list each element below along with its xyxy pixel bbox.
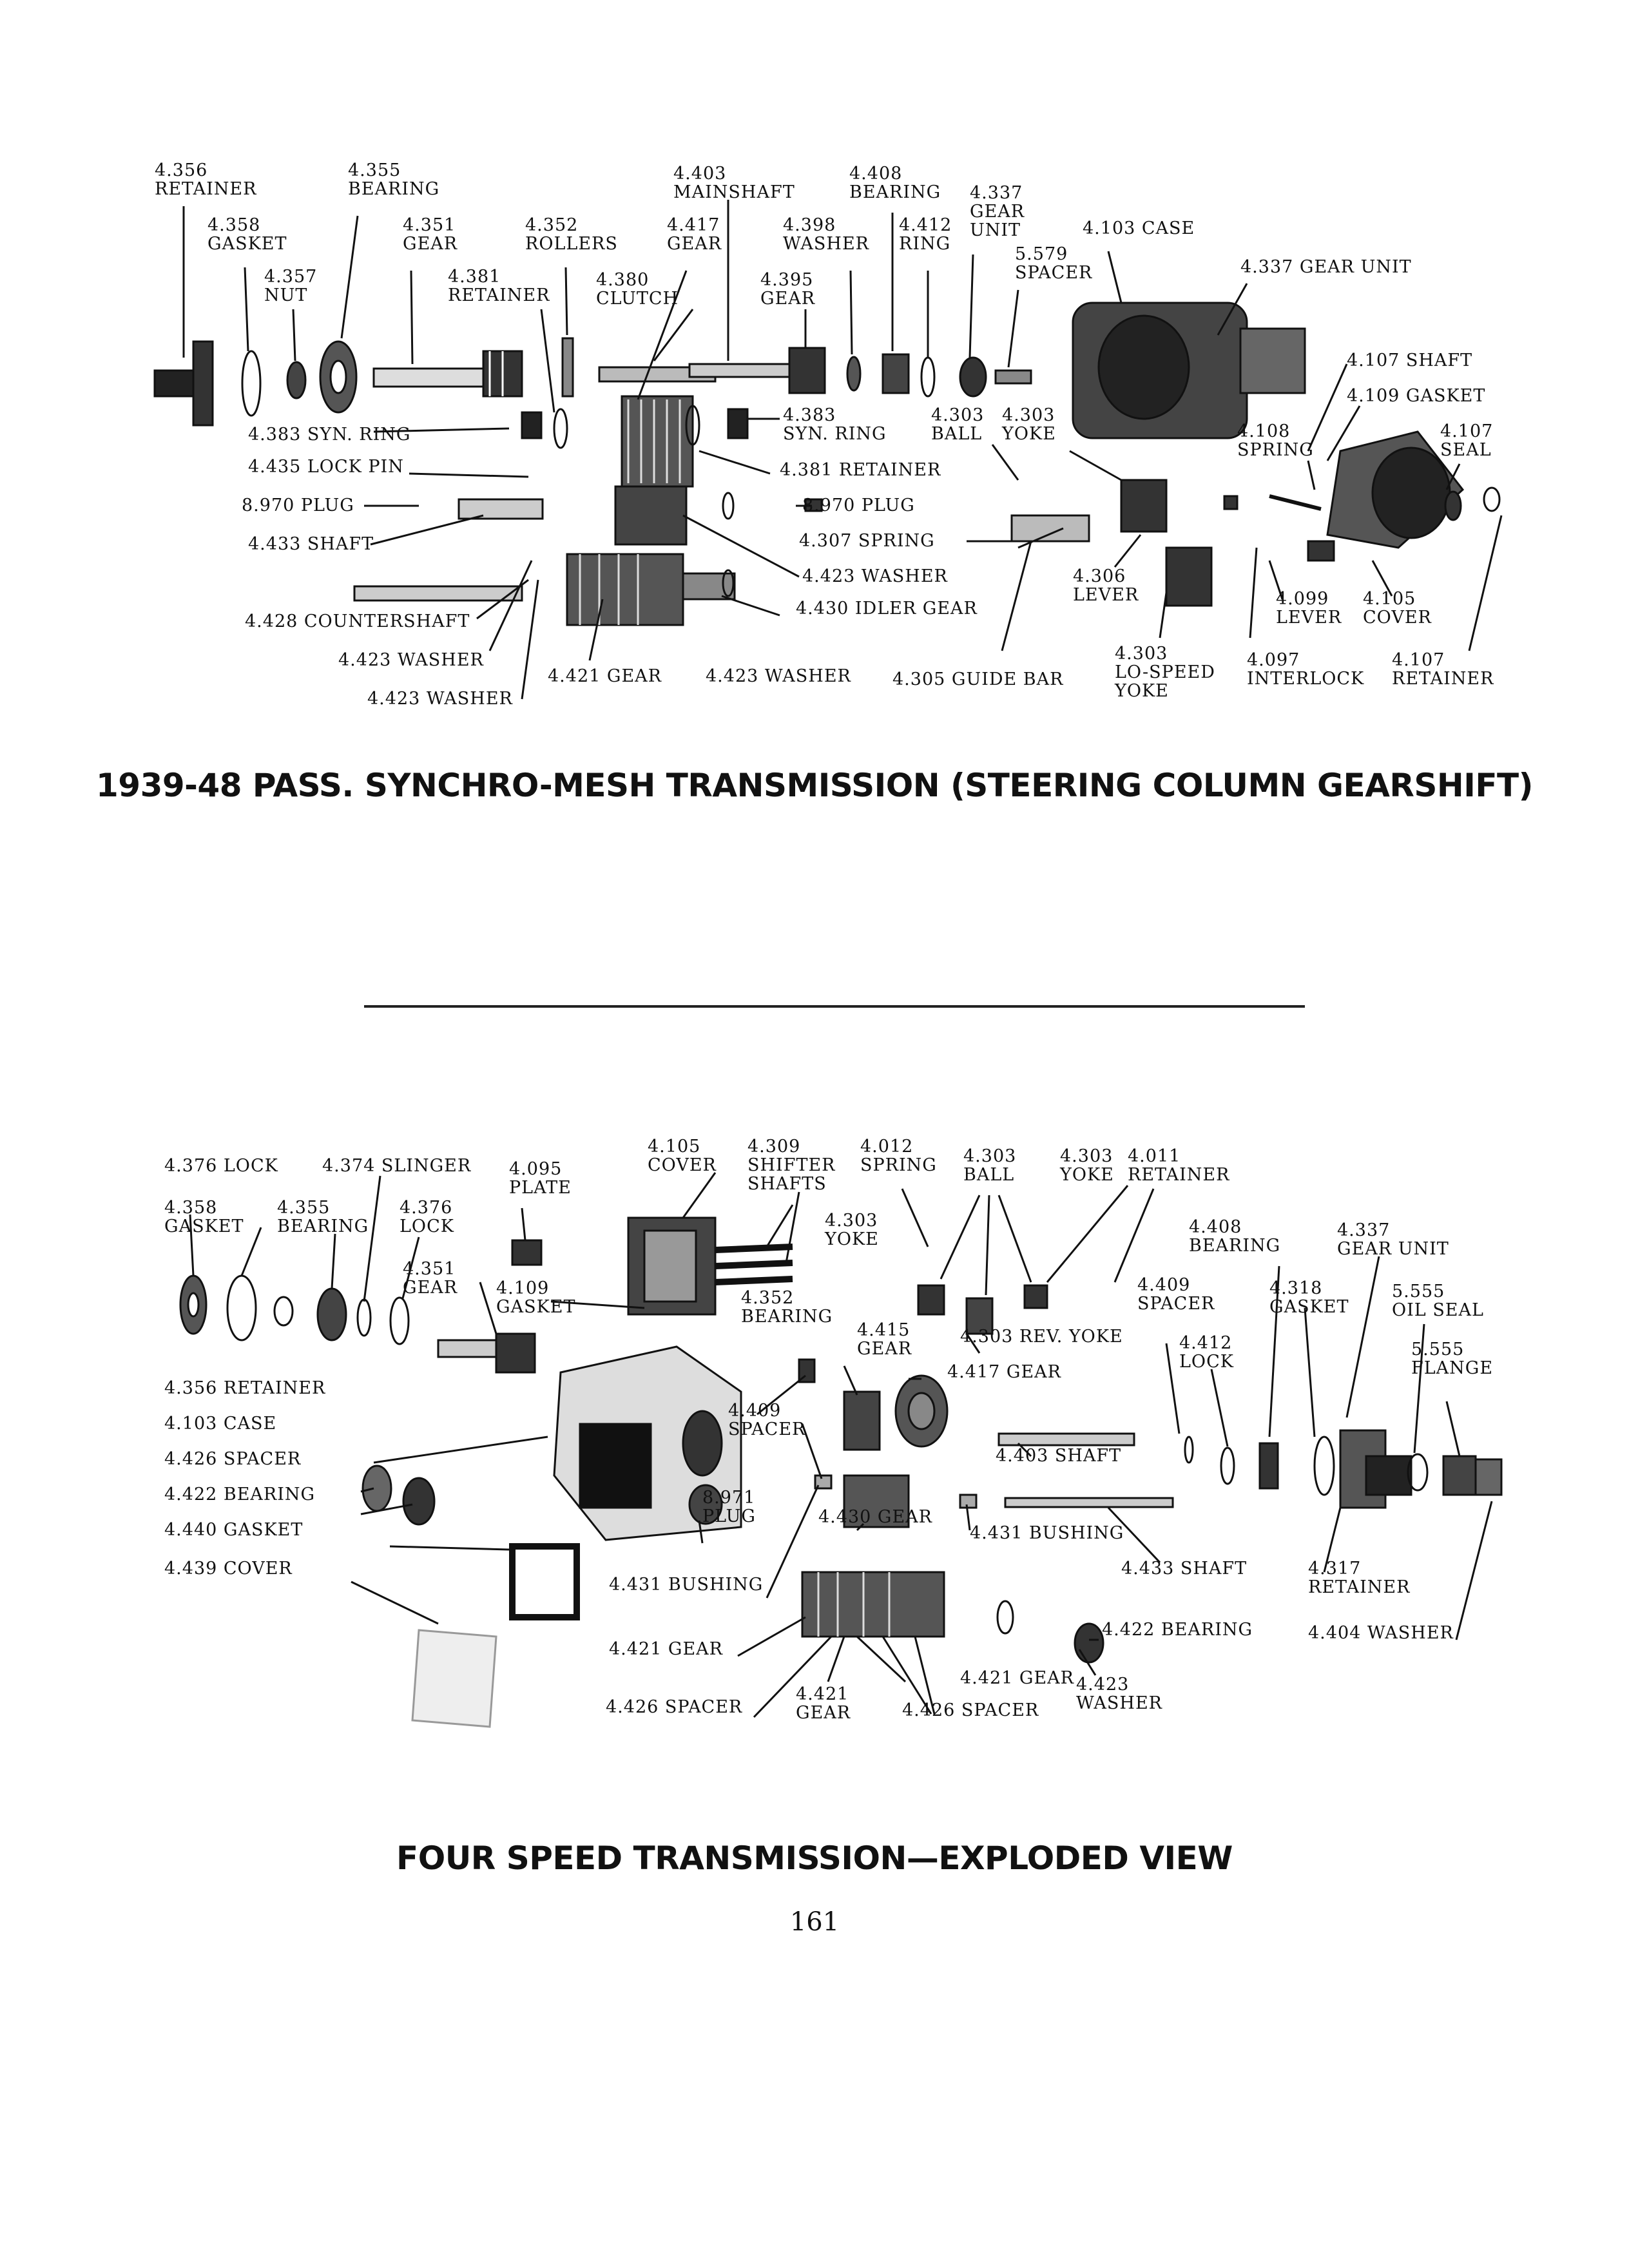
- bottom-callout-4-422: [1102, 1620, 1253, 1639]
- callout-line: 4.412: [899, 215, 952, 235]
- bottom-callout-4-358: [164, 1198, 244, 1236]
- top-callout-4-307: [799, 532, 935, 550]
- callout-line: PLUG: [702, 1506, 756, 1526]
- callout-line: SHIFTER: [747, 1155, 836, 1175]
- callout-line: 4.351: [403, 1259, 456, 1279]
- bottom-callout-4-421: [960, 1669, 1074, 1687]
- callout-line: 4.398: [783, 215, 836, 235]
- callout-line: 4.381 RETAINER: [780, 460, 941, 480]
- callout-line: MAINSHAFT: [673, 182, 795, 202]
- callout-line: 4.303: [1115, 644, 1168, 664]
- callout-line: 4.433 SHAFT: [1121, 1559, 1248, 1579]
- top-callout-4-107: [1440, 422, 1493, 459]
- callout-line: PLATE: [509, 1178, 572, 1198]
- top-callout-4-421: [548, 667, 662, 686]
- top-callout-4-358: [207, 216, 287, 253]
- callout-line: 4.337: [970, 183, 1023, 203]
- bottom-callout-4-351: [403, 1260, 458, 1297]
- top-callout-4-108: [1237, 422, 1314, 459]
- callout-line: BEARING: [1189, 1236, 1281, 1256]
- top-callout-8-970: [802, 496, 915, 515]
- bottom-callout-4-422: [164, 1485, 315, 1504]
- callout-line: 4.303: [1060, 1146, 1113, 1166]
- callout-line: 4.095: [509, 1159, 563, 1179]
- callout-line: 4.440 GASKET: [164, 1520, 304, 1540]
- callout-line: 4.417 GEAR: [947, 1362, 1061, 1382]
- callout-line: 4.305 GUIDE BAR: [892, 669, 1064, 689]
- top-callout-4-099: [1276, 590, 1342, 627]
- callout-line: 4.358: [164, 1198, 218, 1218]
- bottom-callout-4-440: [164, 1521, 303, 1539]
- callout-line: YOKE: [1115, 681, 1169, 701]
- top-callout-5-579: [1015, 245, 1092, 282]
- bottom-callout-4-423: [1076, 1675, 1162, 1713]
- bottom-callout-4-409: [1137, 1276, 1215, 1313]
- callout-line: 5.579: [1015, 244, 1068, 264]
- top-callout-4-109: [1347, 387, 1485, 405]
- callout-line: 4.421 GEAR: [960, 1668, 1074, 1688]
- callout-line: 4.337 GEAR UNIT: [1240, 257, 1412, 277]
- callout-line: 4.376: [400, 1198, 453, 1218]
- top-callout-4-337: [1240, 258, 1412, 276]
- callout-line: 4.352: [741, 1288, 795, 1308]
- bottom-callout-4-109: [496, 1279, 575, 1316]
- top-callout-4-352: [525, 216, 618, 253]
- callout-line: LOCK: [400, 1216, 454, 1236]
- bottom-callout-4-409: [728, 1401, 805, 1439]
- callout-line: 4.309: [747, 1137, 801, 1157]
- callout-line: 4.103 CASE: [1083, 218, 1195, 238]
- top-callout-4-423: [338, 651, 484, 669]
- callout-line: 4.317: [1308, 1559, 1362, 1579]
- callout-line: 4.408: [849, 164, 903, 184]
- callout-line: 4.307 SPRING: [799, 531, 935, 551]
- callout-line: 8.970 PLUG: [242, 495, 354, 515]
- callout-line: 4.423: [1076, 1675, 1130, 1695]
- page-number: 161: [789, 1907, 840, 1937]
- bottom-callout-4-412: [1179, 1334, 1234, 1371]
- callout-line: GEAR: [403, 234, 458, 254]
- bottom-callout-5-555: [1392, 1282, 1484, 1320]
- top-callout-4-305: [892, 670, 1063, 689]
- top-callout-4-355: [348, 161, 439, 198]
- top-callout-4-306: [1073, 567, 1139, 604]
- bottom-callout-4-303: [960, 1327, 1123, 1346]
- callout-line: GASKET: [164, 1216, 244, 1236]
- top-callout-4-383: [248, 425, 410, 444]
- bottom-callout-4-317: [1308, 1559, 1410, 1597]
- callout-line: 8.971: [702, 1488, 756, 1508]
- callout-line: 4.099: [1276, 589, 1329, 609]
- bottom-callout-4-430: [818, 1508, 932, 1526]
- callout-line: RING: [899, 234, 951, 254]
- callout-line: 4.381: [448, 267, 501, 287]
- callout-line: 4.423 WASHER: [706, 666, 851, 686]
- callout-line: 4.422 BEARING: [1102, 1620, 1253, 1640]
- callout-line: CLUTCH: [596, 289, 679, 309]
- callout-line: 4.355: [277, 1198, 331, 1218]
- bottom-callout-4-433: [1121, 1559, 1247, 1578]
- callout-line: 4.403: [673, 164, 727, 184]
- callout-line: WASHER: [1076, 1693, 1162, 1713]
- top-callout-4-423: [802, 567, 948, 586]
- top-callout-4-428: [245, 612, 470, 631]
- callout-line: 4.426 SPACER: [164, 1449, 302, 1469]
- callout-line: FLANGE: [1411, 1358, 1494, 1378]
- top-figure-title: 1939-48 PASS. SYNCHRO-MESH TRANSMISSION (STEERING COLUMN GEARSHIFT): [96, 767, 1533, 804]
- callout-line: 4.409: [728, 1401, 782, 1421]
- callout-line: YOKE: [1060, 1165, 1114, 1185]
- top-callout-8-970: [242, 496, 354, 515]
- callout-line: 4.430 GEAR: [818, 1507, 932, 1527]
- top-callout-4-408: [849, 164, 941, 202]
- bottom-callout-4-421: [609, 1640, 723, 1658]
- callout-line: 5.555: [1411, 1340, 1465, 1360]
- callout-line: 4.109: [496, 1278, 550, 1298]
- callout-line: YOKE: [825, 1229, 879, 1249]
- callout-line: 4.431 BUSHING: [609, 1575, 764, 1595]
- callout-line: RETAINER: [155, 179, 257, 199]
- callout-line: 4.356: [155, 160, 208, 180]
- callout-line: GEAR UNIT: [1337, 1239, 1449, 1259]
- callout-line: 4.105: [1363, 589, 1416, 609]
- top-callout-4-337: [970, 184, 1025, 240]
- callout-line: YOKE: [1002, 424, 1056, 444]
- callout-line: 4.103 CASE: [164, 1414, 277, 1434]
- callout-line: 4.357: [264, 267, 318, 287]
- callout-line: UNIT: [970, 220, 1021, 240]
- callout-line: 4.403 SHAFT: [996, 1446, 1122, 1466]
- bottom-callout-4-095: [509, 1160, 572, 1197]
- callout-line: BEARING: [348, 179, 440, 199]
- callout-line: 4.351: [403, 215, 456, 235]
- bottom-callout-4-421: [796, 1685, 851, 1722]
- callout-line: 4.431 BUSHING: [970, 1523, 1124, 1543]
- callout-line: GEAR: [857, 1339, 912, 1359]
- top-callout-4-107: [1392, 651, 1494, 688]
- callout-line: 4.303: [963, 1146, 1017, 1166]
- top-callout-4-357: [264, 267, 317, 305]
- callout-line: LEVER: [1073, 585, 1139, 605]
- callout-line: BALL: [963, 1165, 1015, 1185]
- callout-line: 8.970 PLUG: [802, 495, 915, 515]
- callout-line: 4.426 SPACER: [902, 1700, 1039, 1720]
- callout-line: GEAR: [403, 1278, 458, 1298]
- callout-line: 4.395: [760, 270, 814, 290]
- callout-line: SEAL: [1440, 440, 1492, 460]
- bottom-callout-4-431: [609, 1575, 763, 1594]
- callout-line: 4.355: [348, 160, 401, 180]
- callout-line: 4.107: [1440, 421, 1494, 441]
- callout-line: RETAINER: [1128, 1165, 1230, 1185]
- callout-line: 4.303: [825, 1211, 878, 1231]
- callout-line: GEAR: [667, 234, 722, 254]
- callout-line: 5.555: [1392, 1282, 1445, 1302]
- callout-line: 4.423 WASHER: [338, 650, 484, 670]
- callout-line: BALL: [931, 424, 983, 444]
- callout-line: 4.408: [1189, 1217, 1242, 1237]
- callout-line: COVER: [648, 1155, 717, 1175]
- callout-line: 4.415: [857, 1320, 911, 1340]
- callout-line: NUT: [264, 285, 308, 305]
- bottom-callout-5-555: [1411, 1340, 1493, 1378]
- bottom-callout-4-011: [1128, 1147, 1229, 1184]
- callout-line: SPACER: [1015, 263, 1093, 283]
- bottom-callout-4-103: [164, 1414, 276, 1433]
- top-callout-4-381: [448, 267, 550, 305]
- top-callout-4-356: [155, 161, 256, 198]
- bottom-callout-4-352: [741, 1289, 833, 1326]
- top-callout-4-097: [1247, 651, 1364, 688]
- callout-line: SPRING: [1237, 440, 1314, 460]
- top-callout-4-303: [1115, 644, 1215, 700]
- bottom-callout-4-403: [996, 1446, 1121, 1465]
- bottom-figure-title: FOUR SPEED TRANSMISSION—EXPLODED VIEW: [396, 1840, 1233, 1877]
- callout-line: 4.439 COVER: [164, 1559, 293, 1579]
- bottom-callout-4-376: [164, 1157, 278, 1175]
- callout-line: 4.306: [1073, 566, 1126, 586]
- callout-line: GASKET: [1269, 1297, 1349, 1317]
- bottom-callout-4-376: [400, 1198, 454, 1236]
- bottom-callout-4-426: [164, 1450, 301, 1468]
- top-callout-4-412: [899, 216, 952, 253]
- callout-line: SPRING: [860, 1155, 937, 1175]
- top-callout-4-430: [796, 599, 978, 618]
- callout-line: 4.109 GASKET: [1347, 386, 1486, 406]
- callout-line: RETAINER: [1308, 1577, 1411, 1597]
- bottom-callout-4-309: [747, 1137, 836, 1193]
- bottom-callout-4-426: [902, 1701, 1039, 1720]
- top-callout-4-381: [780, 461, 941, 479]
- callout-line: 4.318: [1269, 1278, 1323, 1298]
- top-callout-4-351: [403, 216, 458, 253]
- callout-line: 4.412: [1179, 1333, 1233, 1353]
- callout-line: 4.423 WASHER: [802, 566, 948, 586]
- callout-line: GEAR: [970, 202, 1025, 222]
- bottom-callout-4-355: [277, 1198, 369, 1236]
- callout-line: 4.421 GEAR: [548, 666, 662, 686]
- bottom-callout-8-971: [702, 1488, 756, 1526]
- top-callout-4-303: [931, 406, 984, 443]
- callout-line: GASKET: [496, 1297, 576, 1317]
- bottom-callout-4-356: [164, 1379, 325, 1398]
- callout-line: 4.430 IDLER GEAR: [796, 599, 978, 619]
- callout-line: 4.337: [1337, 1220, 1391, 1240]
- callout-line: 4.108: [1237, 421, 1291, 441]
- callout-line: SPACER: [1137, 1294, 1215, 1314]
- top-callout-4-395: [760, 271, 815, 308]
- top-callout-4-105: [1363, 590, 1432, 627]
- bottom-callout-4-374: [322, 1157, 471, 1175]
- callout-line: OIL SEAL: [1392, 1300, 1484, 1320]
- callout-line: GEAR: [760, 289, 816, 309]
- callout-line: 4.417: [667, 215, 720, 235]
- bottom-callout-4-105: [648, 1137, 717, 1175]
- top-callout-4-380: [596, 271, 679, 308]
- callout-line: LOCK: [1179, 1352, 1234, 1372]
- callout-line: SHAFTS: [747, 1174, 827, 1194]
- top-callout-4-423: [367, 689, 513, 708]
- bottom-callout-4-404: [1308, 1624, 1454, 1642]
- top-callout-4-433: [248, 535, 374, 553]
- callout-line: 4.421 GEAR: [609, 1639, 723, 1659]
- callout-line: 4.421: [796, 1684, 849, 1704]
- bottom-callout-4-337: [1337, 1221, 1449, 1258]
- callout-line: BEARING: [849, 182, 941, 202]
- bottom-callout-4-318: [1269, 1279, 1349, 1316]
- callout-line: 4.105: [648, 1137, 701, 1157]
- bottom-callout-4-426: [606, 1698, 742, 1716]
- bottom-callout-4-431: [970, 1524, 1124, 1542]
- top-callout-4-303: [1002, 406, 1056, 443]
- bottom-callout-4-439: [164, 1559, 293, 1578]
- callout-line: WASHER: [783, 234, 869, 254]
- bottom-callout-4-415: [857, 1321, 912, 1358]
- callout-line: 4.358: [207, 215, 261, 235]
- callout-line: 4.433 SHAFT: [248, 534, 374, 554]
- callout-line: 4.374 SLINGER: [322, 1156, 472, 1176]
- callout-line: SPACER: [728, 1419, 806, 1439]
- callout-line: 4.409: [1137, 1275, 1191, 1295]
- callout-line: LEVER: [1276, 608, 1342, 628]
- bottom-callout-4-417: [947, 1363, 1061, 1381]
- callout-line: 4.352: [525, 215, 579, 235]
- callout-line: 4.303: [931, 405, 985, 425]
- callout-line: 4.383: [783, 405, 836, 425]
- bottom-callout-4-303: [825, 1211, 879, 1249]
- callout-line: 4.107 SHAFT: [1347, 351, 1473, 370]
- top-callout-4-417: [667, 216, 722, 253]
- callout-line: 4.356 RETAINER: [164, 1378, 326, 1398]
- bottom-callout-4-012: [860, 1137, 937, 1175]
- callout-line: 4.303: [1002, 405, 1055, 425]
- callout-line: LO-SPEED: [1115, 662, 1215, 682]
- callout-line: 4.107: [1392, 650, 1445, 670]
- callout-line: RETAINER: [1392, 669, 1494, 689]
- callout-line: BEARING: [741, 1307, 833, 1327]
- callout-line: 4.428 COUNTERSHAFT: [245, 611, 470, 631]
- callout-line: ROLLERS: [525, 234, 618, 254]
- callout-line: 4.011: [1128, 1146, 1181, 1166]
- bottom-callout-4-408: [1189, 1218, 1280, 1255]
- callout-line: 4.012: [860, 1137, 914, 1157]
- callout-line: 4.097: [1247, 650, 1300, 670]
- top-callout-4-435: [248, 457, 404, 476]
- callout-line: 4.303 REV. YOKE: [960, 1327, 1123, 1347]
- callout-line: 4.435 LOCK PIN: [248, 457, 404, 477]
- callout-line: SYN. RING: [783, 424, 887, 444]
- callout-line: 4.380: [596, 270, 650, 290]
- top-callout-4-398: [783, 216, 869, 253]
- callout-line: INTERLOCK: [1247, 669, 1365, 689]
- bottom-callout-4-303: [963, 1147, 1016, 1184]
- callout-line: COVER: [1363, 608, 1432, 628]
- callout-line: 4.422 BEARING: [164, 1485, 316, 1504]
- callout-line: GASKET: [207, 234, 287, 254]
- callout-line: RETAINER: [448, 285, 550, 305]
- top-callout-4-103: [1083, 219, 1195, 238]
- callout-line: 4.423 WASHER: [367, 689, 513, 709]
- callout-line: 4.376 LOCK: [164, 1156, 278, 1176]
- top-callout-4-403: [673, 164, 795, 202]
- callout-line: 4.383 SYN. RING: [248, 425, 411, 445]
- top-callout-4-383: [783, 406, 887, 443]
- top-callout-4-423: [706, 667, 851, 686]
- section-divider: [364, 1005, 1305, 1008]
- callout-line: 4.404 WASHER: [1308, 1623, 1454, 1643]
- callout-line: BEARING: [277, 1216, 369, 1236]
- callout-line: 4.426 SPACER: [606, 1697, 743, 1717]
- bottom-callout-4-303: [1060, 1147, 1114, 1184]
- top-callout-4-107: [1347, 351, 1472, 370]
- callout-line: GEAR: [796, 1703, 851, 1723]
